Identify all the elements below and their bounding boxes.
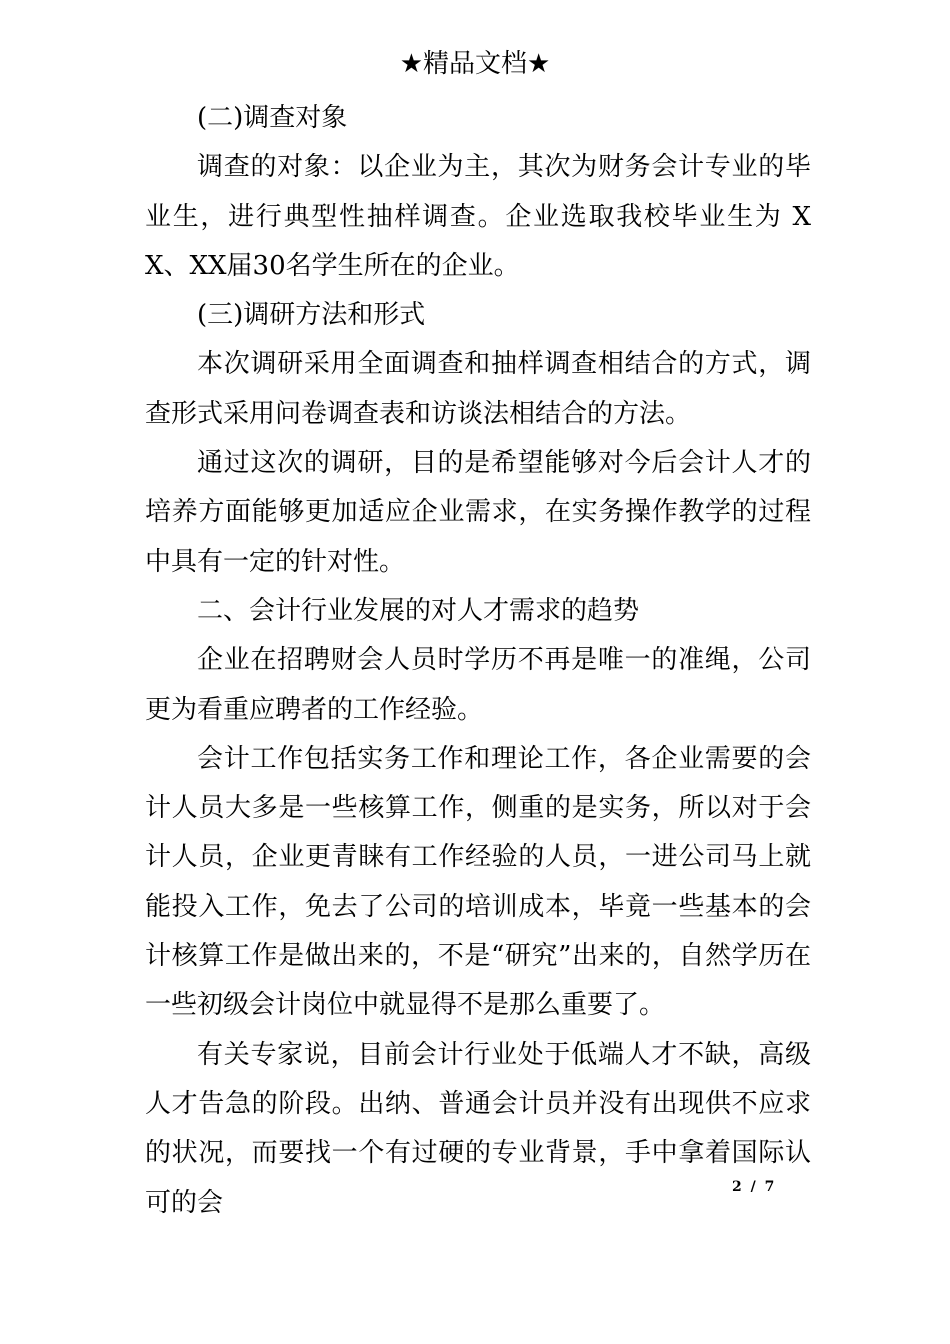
paragraph-research-methods: 本次调研采用全面调查和抽样调查相结合的方式，调查形式采用问卷调查表和访谈法相结合的方法。 [145, 349, 811, 429]
paragraph-recruitment-experience: 企业在招聘财会人员时学历不再是唯一的准绳，公司更为看重应聘者的工作经验。 [145, 645, 811, 725]
section-heading-survey-subjects: (二)调查对象 [197, 103, 348, 133]
page-header-title: ★精品文档★ [399, 49, 551, 79]
paragraph-survey-subjects: 调查的对象：以企业为主，其次为财务会计专业的毕业生，进行典型性抽样调查。企业选取我校毕业生为 XX、XX届30名学生所在的企业。 [145, 152, 811, 281]
page-number: 2 / 7 [732, 1179, 777, 1195]
paragraph-expert-opinion: 有关专家说，目前会计行业处于低端人才不缺，高级人才告急的阶段。出纳、普通会计员并没有出现供不应求的状况，而要找一个有过硬的专业背景，手中拿着国际认可的会 [145, 1039, 811, 1218]
section-heading-talent-demand-trend: 二、会计行业发展的对人才需求的趋势 [197, 595, 640, 626]
paragraph-research-purpose: 通过这次的调研，目的是希望能够对今后会计人才的培养方面能够更加适应企业需求，在实务操作教学的过程中具有一定的针对性。 [145, 448, 811, 577]
document-body [145, 94, 811, 1228]
section-heading-research-methods: (三)调研方法和形式 [197, 300, 426, 331]
paragraph-accounting-work: 会计工作包括实务工作和理论工作，各企业需要的会计人员大多是一些核算工作，侧重的是实务，所以对于会计人员，企业更青睐有工作经验的人员，一进公司马上就能投入工作，免去了公司的培训成本，毕竟一些基本的会计核算工作是做出来的，不是“研究”出来的，自然学历在一些初级会计岗位中就显得不是那么重要了。 [145, 743, 811, 1021]
